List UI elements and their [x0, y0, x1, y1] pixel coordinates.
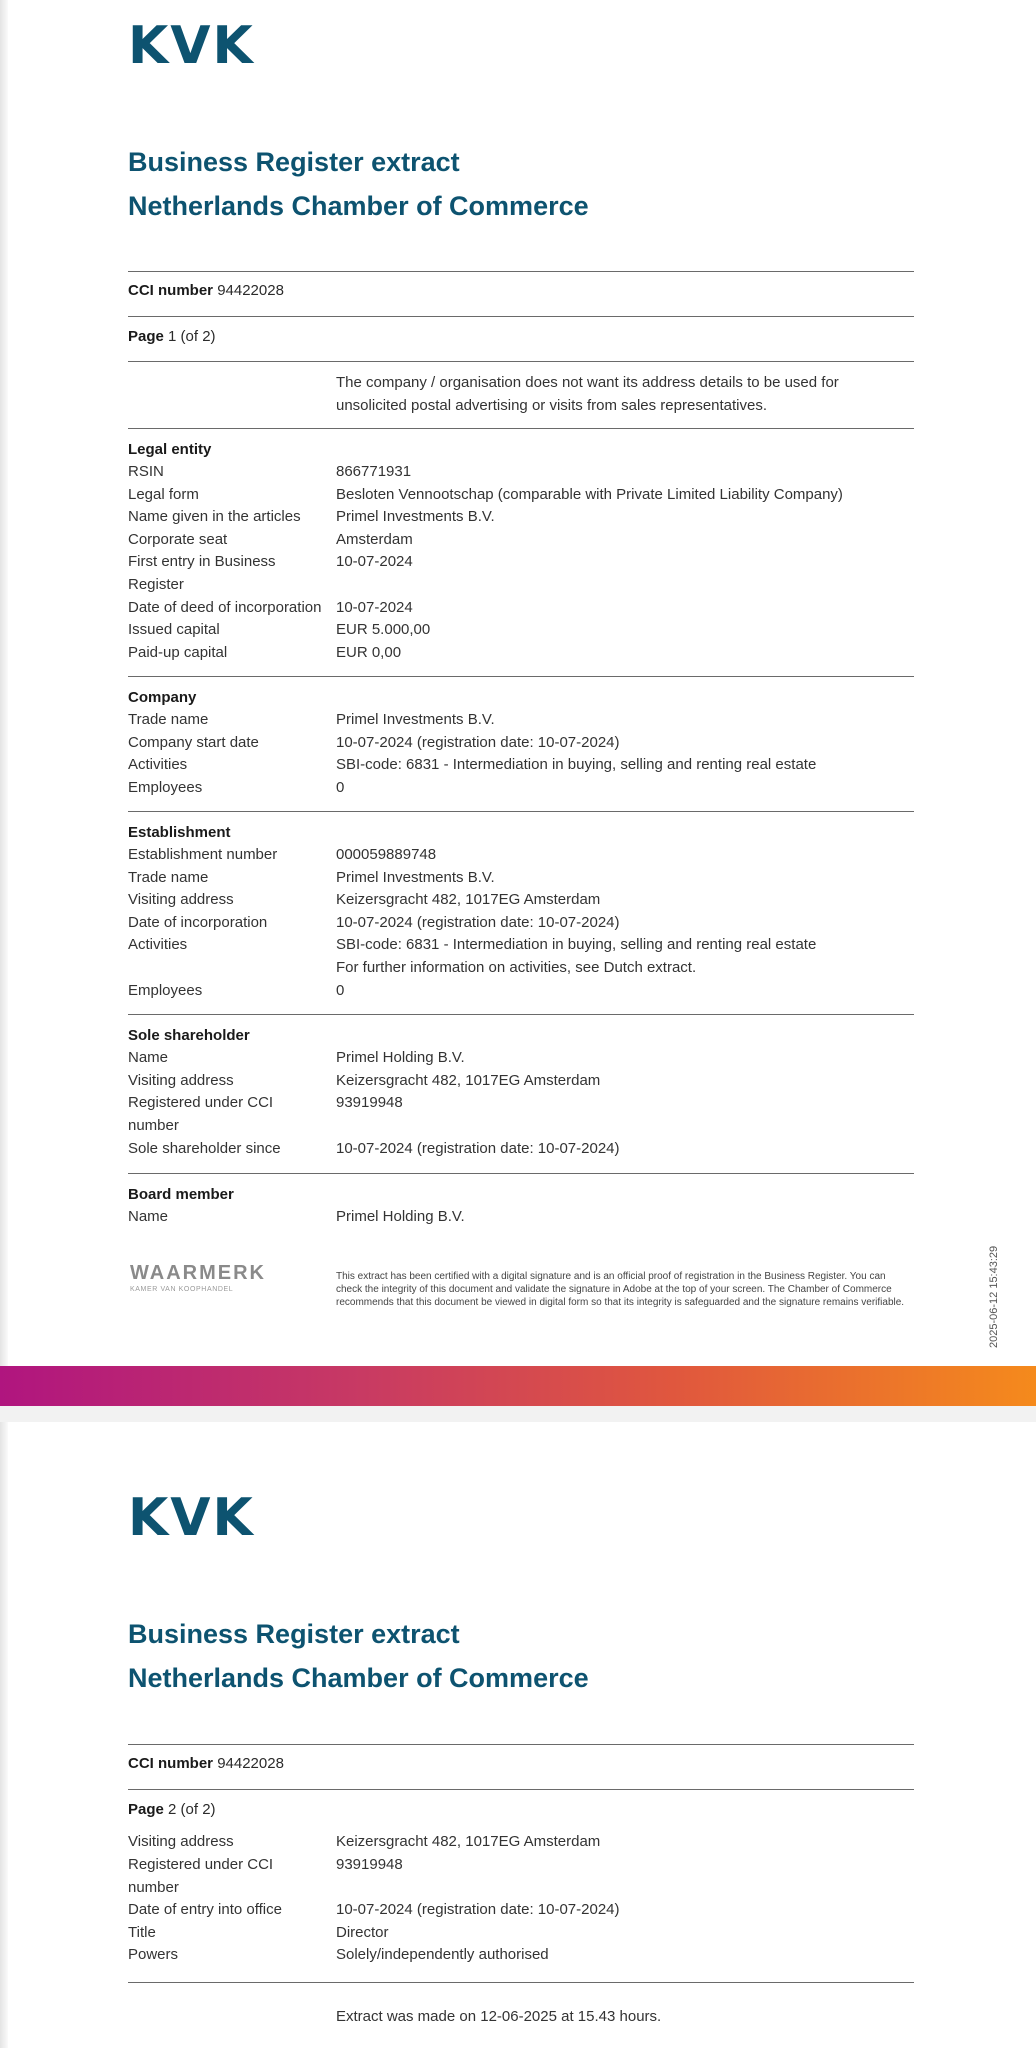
section-heading-company: Company [128, 689, 197, 706]
field-value: 93919948 [336, 1094, 403, 1111]
field-label: Trade name [128, 711, 209, 728]
field-value: Director [336, 1924, 389, 1941]
signature-timestamp: 2025-06-12 15:43:29 [988, 1245, 1000, 1348]
field-label: Activities [128, 756, 188, 773]
field-label: Paid-up capital [128, 644, 228, 661]
waarmerk-subtitle: KAMER VAN KOOPHANDEL [130, 1286, 234, 1293]
divider [128, 1744, 914, 1745]
field-label: Date of entry into office [128, 1901, 282, 1918]
field-value: Primel Holding B.V. [336, 1049, 465, 1066]
document-page-2 [0, 1422, 1036, 2048]
document-subtitle: Netherlands Chamber of Commerce [128, 191, 589, 221]
divider [128, 1789, 914, 1790]
field-label: Registered under CCI number [128, 1856, 274, 1896]
document-title: Business Register extract [128, 147, 460, 177]
field-value: Primel Holding B.V. [336, 1208, 465, 1225]
page-value: 1 (of 2) [168, 328, 216, 345]
field-label: RSIN [128, 463, 164, 480]
divider [128, 676, 914, 677]
divider [128, 271, 914, 272]
field-value: Solely/independently authorised [336, 1946, 549, 1963]
certification-text: This extract has been certified with a digital signature and is an official proof of registration in the Business Register. You can check the integrity of this document and validate the signature in Adobe at the top of your screen. The Chamber of Commerce recommends that this document be viewed in digital form so that its integrity is safeguarded and the signature remains verifiable. [336, 1271, 905, 1308]
field-value: SBI-code: 6831 - Intermediation in buying, selling and renting real estate [336, 756, 817, 773]
page-edge [0, 1422, 8, 2048]
field-label: Issued capital [128, 621, 220, 638]
field-label: Corporate seat [128, 531, 228, 548]
field-value: 10-07-2024 (registration date: 10-07-2024) [336, 734, 620, 751]
field-value: Primel Investments B.V. [336, 869, 495, 886]
field-label: Date of deed of incorporation [128, 599, 322, 616]
field-value: Primel Investments B.V. [336, 711, 495, 728]
field-label: Date of incorporation [128, 914, 268, 931]
field-value: 866771931 [336, 463, 412, 480]
divider [128, 361, 914, 362]
field-value: 10-07-2024 (registration date: 10-07-2024) [336, 1901, 620, 1918]
field-value: 10-07-2024 (registration date: 10-07-2024) [336, 1140, 620, 1157]
field-label: Title [128, 1924, 156, 1941]
page-value: 2 (of 2) [168, 1801, 216, 1818]
field-value: 10-07-2024 [336, 599, 413, 616]
field-value: 10-07-2024 (registration date: 10-07-2024) [336, 914, 620, 931]
field-value-note: For further information on activities, see Dutch extract. [336, 959, 697, 976]
cci-label: CCI number [128, 1755, 214, 1772]
field-label: Name given in the articles [128, 508, 301, 525]
field-label: Company start date [128, 734, 259, 751]
divider [128, 316, 914, 317]
field-label: Registered under CCI number [128, 1094, 274, 1134]
field-value: 93919948 [336, 1856, 403, 1873]
field-label: Trade name [128, 869, 209, 886]
field-value: Primel Investments B.V. [336, 508, 495, 525]
field-label: First entry in Business Register [128, 553, 276, 593]
field-label: Visiting address [128, 891, 234, 908]
field-value: Keizersgracht 482, 1017EG Amsterdam [336, 1072, 601, 1089]
document-subtitle: Netherlands Chamber of Commerce [128, 1663, 589, 1693]
divider [128, 1982, 914, 1983]
field-value: 0 [336, 779, 345, 796]
field-label: Name [128, 1208, 169, 1225]
section-heading-sole-shareholder: Sole shareholder [128, 1027, 250, 1044]
field-value: 000059889748 [336, 846, 437, 863]
cci-label: CCI number [128, 282, 214, 299]
cci-value: 94422028 [217, 1755, 284, 1772]
field-label: Sole shareholder since [128, 1140, 281, 1157]
kvk-logo: KVK [128, 16, 255, 76]
field-label: Visiting address [128, 1833, 234, 1850]
field-label: Employees [128, 779, 203, 796]
cci-value: 94422028 [217, 282, 284, 299]
field-label: Visiting address [128, 1072, 234, 1089]
section-heading-legal-entity: Legal entity [128, 441, 212, 458]
field-value: Keizersgracht 482, 1017EG Amsterdam [336, 1833, 601, 1850]
page-indicator [128, 328, 216, 345]
field-value: 10-07-2024 [336, 553, 413, 570]
field-value: Besloten Vennootschap (comparable with Private Limited Liability Company) [336, 486, 843, 503]
divider [128, 1014, 914, 1015]
advertising-notice: The company / organisation does not want its address details to be used for unsolicited postal advertising or visits from sales representatives. [336, 374, 839, 414]
section-heading-board-member: Board member [128, 1186, 234, 1203]
field-value: Keizersgracht 482, 1017EG Amsterdam [336, 891, 601, 908]
page-label: Page [128, 1801, 164, 1818]
kvk-logo: KVK [128, 1488, 255, 1548]
field-value: EUR 5.000,00 [336, 621, 431, 638]
field-value: SBI-code: 6831 - Intermediation in buying, selling and renting real estate [336, 936, 817, 953]
cci-number [128, 282, 284, 299]
page-label: Page [128, 328, 164, 345]
field-label: Establishment number [128, 846, 278, 863]
page-indicator [128, 1801, 216, 1818]
waarmerk-logo [130, 1263, 266, 1293]
document-title: Business Register extract [128, 1619, 460, 1649]
divider [128, 811, 914, 812]
divider [128, 1173, 914, 1174]
kvk-gradient-band [0, 1366, 1036, 1406]
page-separator [0, 1406, 1036, 1422]
field-label: Powers [128, 1946, 179, 1963]
section-heading-establishment: Establishment [128, 824, 231, 841]
waarmerk-title: WAARMERK [130, 1262, 266, 1284]
field-label: Name [128, 1049, 169, 1066]
extract-date-footer: Extract was made on 12-06-2025 at 15.43 hours. [336, 2008, 662, 2025]
divider [128, 428, 914, 429]
cci-number [128, 1755, 284, 1772]
page-edge [0, 0, 8, 1368]
field-label: Employees [128, 982, 203, 999]
field-label: Activities [128, 936, 188, 953]
field-value: 0 [336, 982, 345, 999]
field-value: Amsterdam [336, 531, 413, 548]
field-value: EUR 0,00 [336, 644, 402, 661]
field-label: Legal form [128, 486, 199, 503]
